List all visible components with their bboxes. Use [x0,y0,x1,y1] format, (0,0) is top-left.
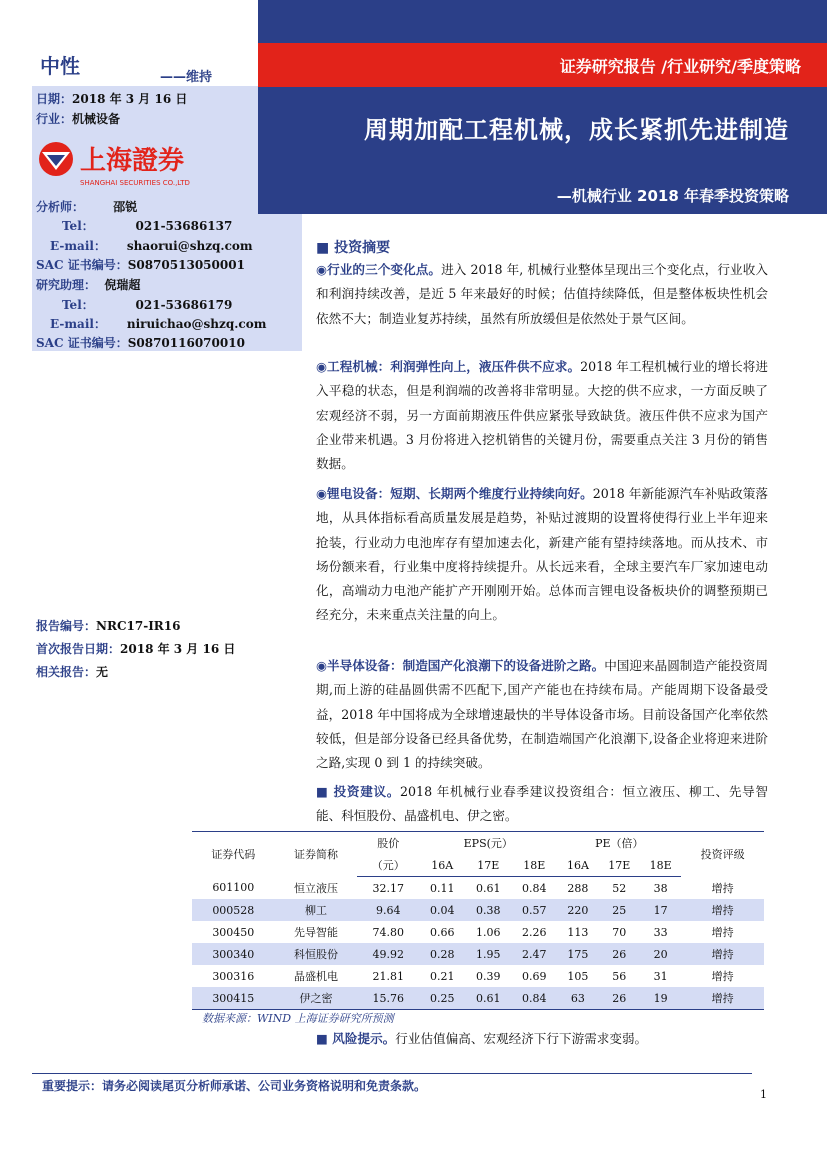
analyst-line: 分析师： 邵锐 [36,200,138,214]
report-type: 证券研究报告 /行业研究/季度策略 [559,57,801,76]
cell-pe16: 220 [557,899,598,921]
cell-eps18: 0.84 [511,987,557,1010]
first-report-date: 首次报告日期：2018 年 3 月 16 日 [36,642,236,656]
col-year: 18E [511,854,557,877]
table-row [192,987,764,1010]
cell-pe18: 33 [653,925,668,939]
cell-pe18: 20 [640,943,681,965]
analyst-email-line: E-mail： shaorui@shzq.com [50,239,253,253]
cell-eps16: 0.25 [419,987,465,1010]
related-reports: 相关报告：无 [36,665,109,679]
cell-code: 300340 [192,943,275,965]
investment-advice: ■ 投资建议。2018 年机械行业春季建议投资组合：恒立液压、柳工、先导智能、科恒股份、晶盛机电、伊之密。 [316,784,768,824]
col-price: 股价 [357,832,419,855]
col-pe: PE（倍） [557,832,681,855]
cell-eps18: 0.69 [522,969,547,983]
cell-pe17: 70 [612,925,627,939]
col-rating: 投资评级 [681,832,764,877]
cell-rating: 增持 [711,926,734,939]
analyst-sac-line: SAC 证书编号：S0870513050001 [36,258,245,272]
cell-eps16: 0.11 [430,881,455,895]
cell-rating: 增持 [681,987,764,1010]
cell-name: 伊之密 [275,987,358,1010]
table-row [192,899,764,921]
cell-pe16: 113 [567,925,589,939]
table-row [192,965,764,987]
cell-eps18: 0.57 [511,899,557,921]
col-code: 证券代码 [192,832,275,877]
cell-eps17: 1.95 [465,943,511,965]
cell-pe16: 105 [567,969,589,983]
cell-name: 科恒股份 [275,943,358,965]
summary-point-1: ◉行业的三个变化点。进入 2018 年, 机械行业整体呈现出三个变化点，行业收入和利润持续改善，是近 5 年来最好的时候；估值持续降低，但是整体板块性机会依然不大；制造业复苏持续，虽然有所放缓但是依然处于景气区间。 [316,262,768,326]
assistant-line: 研究助理： 倪瑞超 [36,278,141,292]
cell-price: 49.92 [357,943,419,965]
cell-price: 9.64 [357,899,419,921]
cell-price: 15.76 [357,987,419,1010]
logo-en-text: SHANGHAI SECURITIES CO.,LTD [80,179,190,187]
assistant-tel-line: Tel： 021-53686179 [62,298,233,312]
rating-change: ——维持 [160,70,213,85]
main-title: 周期加配工程机械，成长紧抓先进制造 [364,116,789,144]
cell-eps16: 0.04 [419,899,465,921]
cell-pe17: 56 [612,969,627,983]
col-year: 17E [599,854,640,877]
cell-code: 601100 [212,881,255,895]
cell-eps17: 0.61 [476,881,501,895]
cell-eps16: 0.21 [430,969,455,983]
page-number: 1 [760,1088,767,1101]
cell-price: 74.80 [372,925,405,939]
col-year: 16A [557,854,598,877]
cell-pe16: 63 [557,987,598,1010]
cell-code: 300316 [212,969,255,983]
logo-mark-icon [36,138,226,190]
cell-code: 300450 [212,925,255,939]
date-line: 日期：2018 年 3 月 16 日 [36,92,188,106]
cell-rating: 增持 [681,899,764,921]
footer-note: 重要提示：请务必阅读尾页分析师承诺、公司业务资格说明和免责条款。 [42,1079,427,1093]
col-year: 16A [419,854,465,877]
cell-eps17: 1.06 [476,925,501,939]
industry-line: 行业：机械设备 [36,112,121,126]
table-row [192,921,764,943]
cell-pe18: 19 [640,987,681,1010]
cell-rating: 增持 [711,881,734,895]
cell-name: 先导智能 [293,926,338,939]
cell-pe18: 31 [653,969,668,983]
header-top-band [258,0,827,43]
table-row [192,943,764,965]
cell-eps18: 2.47 [511,943,557,965]
summary-heading: ■ 投资摘要 [316,240,391,256]
analyst-tel-line: Tel： 021-53686137 [62,219,233,233]
rating: 中性 [40,54,80,78]
sub-title: —机械行业 2018 年春季投资策略 [556,187,789,205]
cell-eps17: 0.39 [476,969,501,983]
cell-pe18: 17 [640,899,681,921]
cell-pe16: 288 [567,881,589,895]
cell-pe18: 38 [653,881,668,895]
col-name: 证券简称 [275,832,358,877]
cell-eps17: 0.61 [465,987,511,1010]
assistant-email-line: E-mail： niruichao@shzq.com [50,317,267,331]
cell-pe17: 25 [599,899,640,921]
col-price-unit: （元） [357,854,419,877]
company-logo [36,138,226,190]
cell-price: 32.17 [372,881,405,895]
cell-code: 300415 [192,987,275,1010]
cell-price: 21.81 [372,969,405,983]
cell-name: 恒立液压 [293,881,338,895]
cell-name: 柳工 [275,899,358,921]
cell-pe17: 26 [599,987,640,1010]
summary-point-4: ◉半导体设备：制造国产化浪潮下的设备进阶之路。中国迎来晶圆制造产能投资周期,而上游的硅晶圆供需不匹配下,国产产能也在持续布局。产能周期下设备最受益，2018 年中国将成为全球增速最快的半导体设备市场。目前设备国产化率依然较低，但是部分设备已经具备优势，在制造端国产化浪潮下,设备企业将迎来进阶之路,实现 0 到 1 的持续突破。 [316,658,768,771]
summary-point-3: ◉锂电设备：短期、长期两个维度行业持续向好。2018 年新能源汽车补贴政策落地，从具体指标看高质量发展是趋势，补贴过渡期的设置将使得行业上半年迎来抢装，行业动力电池库存有望加速去化，新建产能有望持续落地。而从技术、市场份额来看，行业集中度将持续提升。从长远来看，全球主要汽车厂家加速电动化，高端动力电池产能扩产开刚刚开始。总体而言锂电设备板块价的调整预期已经充分，未来重点关注量的向上。 [316,486,768,623]
cell-eps17: 0.38 [465,899,511,921]
col-year: 18E [640,854,681,877]
cell-rating: 增持 [681,943,764,965]
summary-point-2: ◉工程机械：利润弹性向上，液压件供不应求。2018 年工程机械行业的增长将进入平稳的状态，但是利润端的改善将非常明显。大挖的供不应求，一方面反映了宏观经济不弱，另一方面前期液压件供应紧张导致缺货。液压件供不应求为国产企业带来机遇。3 月份将进入挖机销售的关键月份，需要重点关注 3 月份的销售数据。 [316,359,768,472]
footer-divider [32,1073,752,1074]
table-row [192,877,764,900]
risk-warning: ■ 风险提示。行业估值偏高、宏观经济下行下游需求变弱。 [316,1031,648,1046]
cell-eps18: 2.26 [522,925,547,939]
cell-pe17: 26 [599,943,640,965]
cell-eps16: 0.66 [430,925,455,939]
cell-rating: 增持 [711,970,734,983]
cell-eps18: 0.84 [522,881,547,895]
data-source: 数据来源：WIND 上海证券研究所预测 [202,1012,394,1025]
report-number: 报告编号：NRC17-IR16 [36,619,181,633]
cell-name: 晶盛机电 [293,970,338,983]
stock-table [192,831,764,1010]
assistant-sac-line: SAC 证书编号：S0870116070010 [36,336,245,350]
cell-code: 000528 [192,899,275,921]
col-year: 17E [465,854,511,877]
cell-pe16: 175 [557,943,598,965]
col-eps: EPS(元） [419,832,557,855]
cell-pe17: 52 [612,881,627,895]
cell-eps16: 0.28 [419,943,465,965]
logo-cn-text: 上海證券 [80,146,185,176]
